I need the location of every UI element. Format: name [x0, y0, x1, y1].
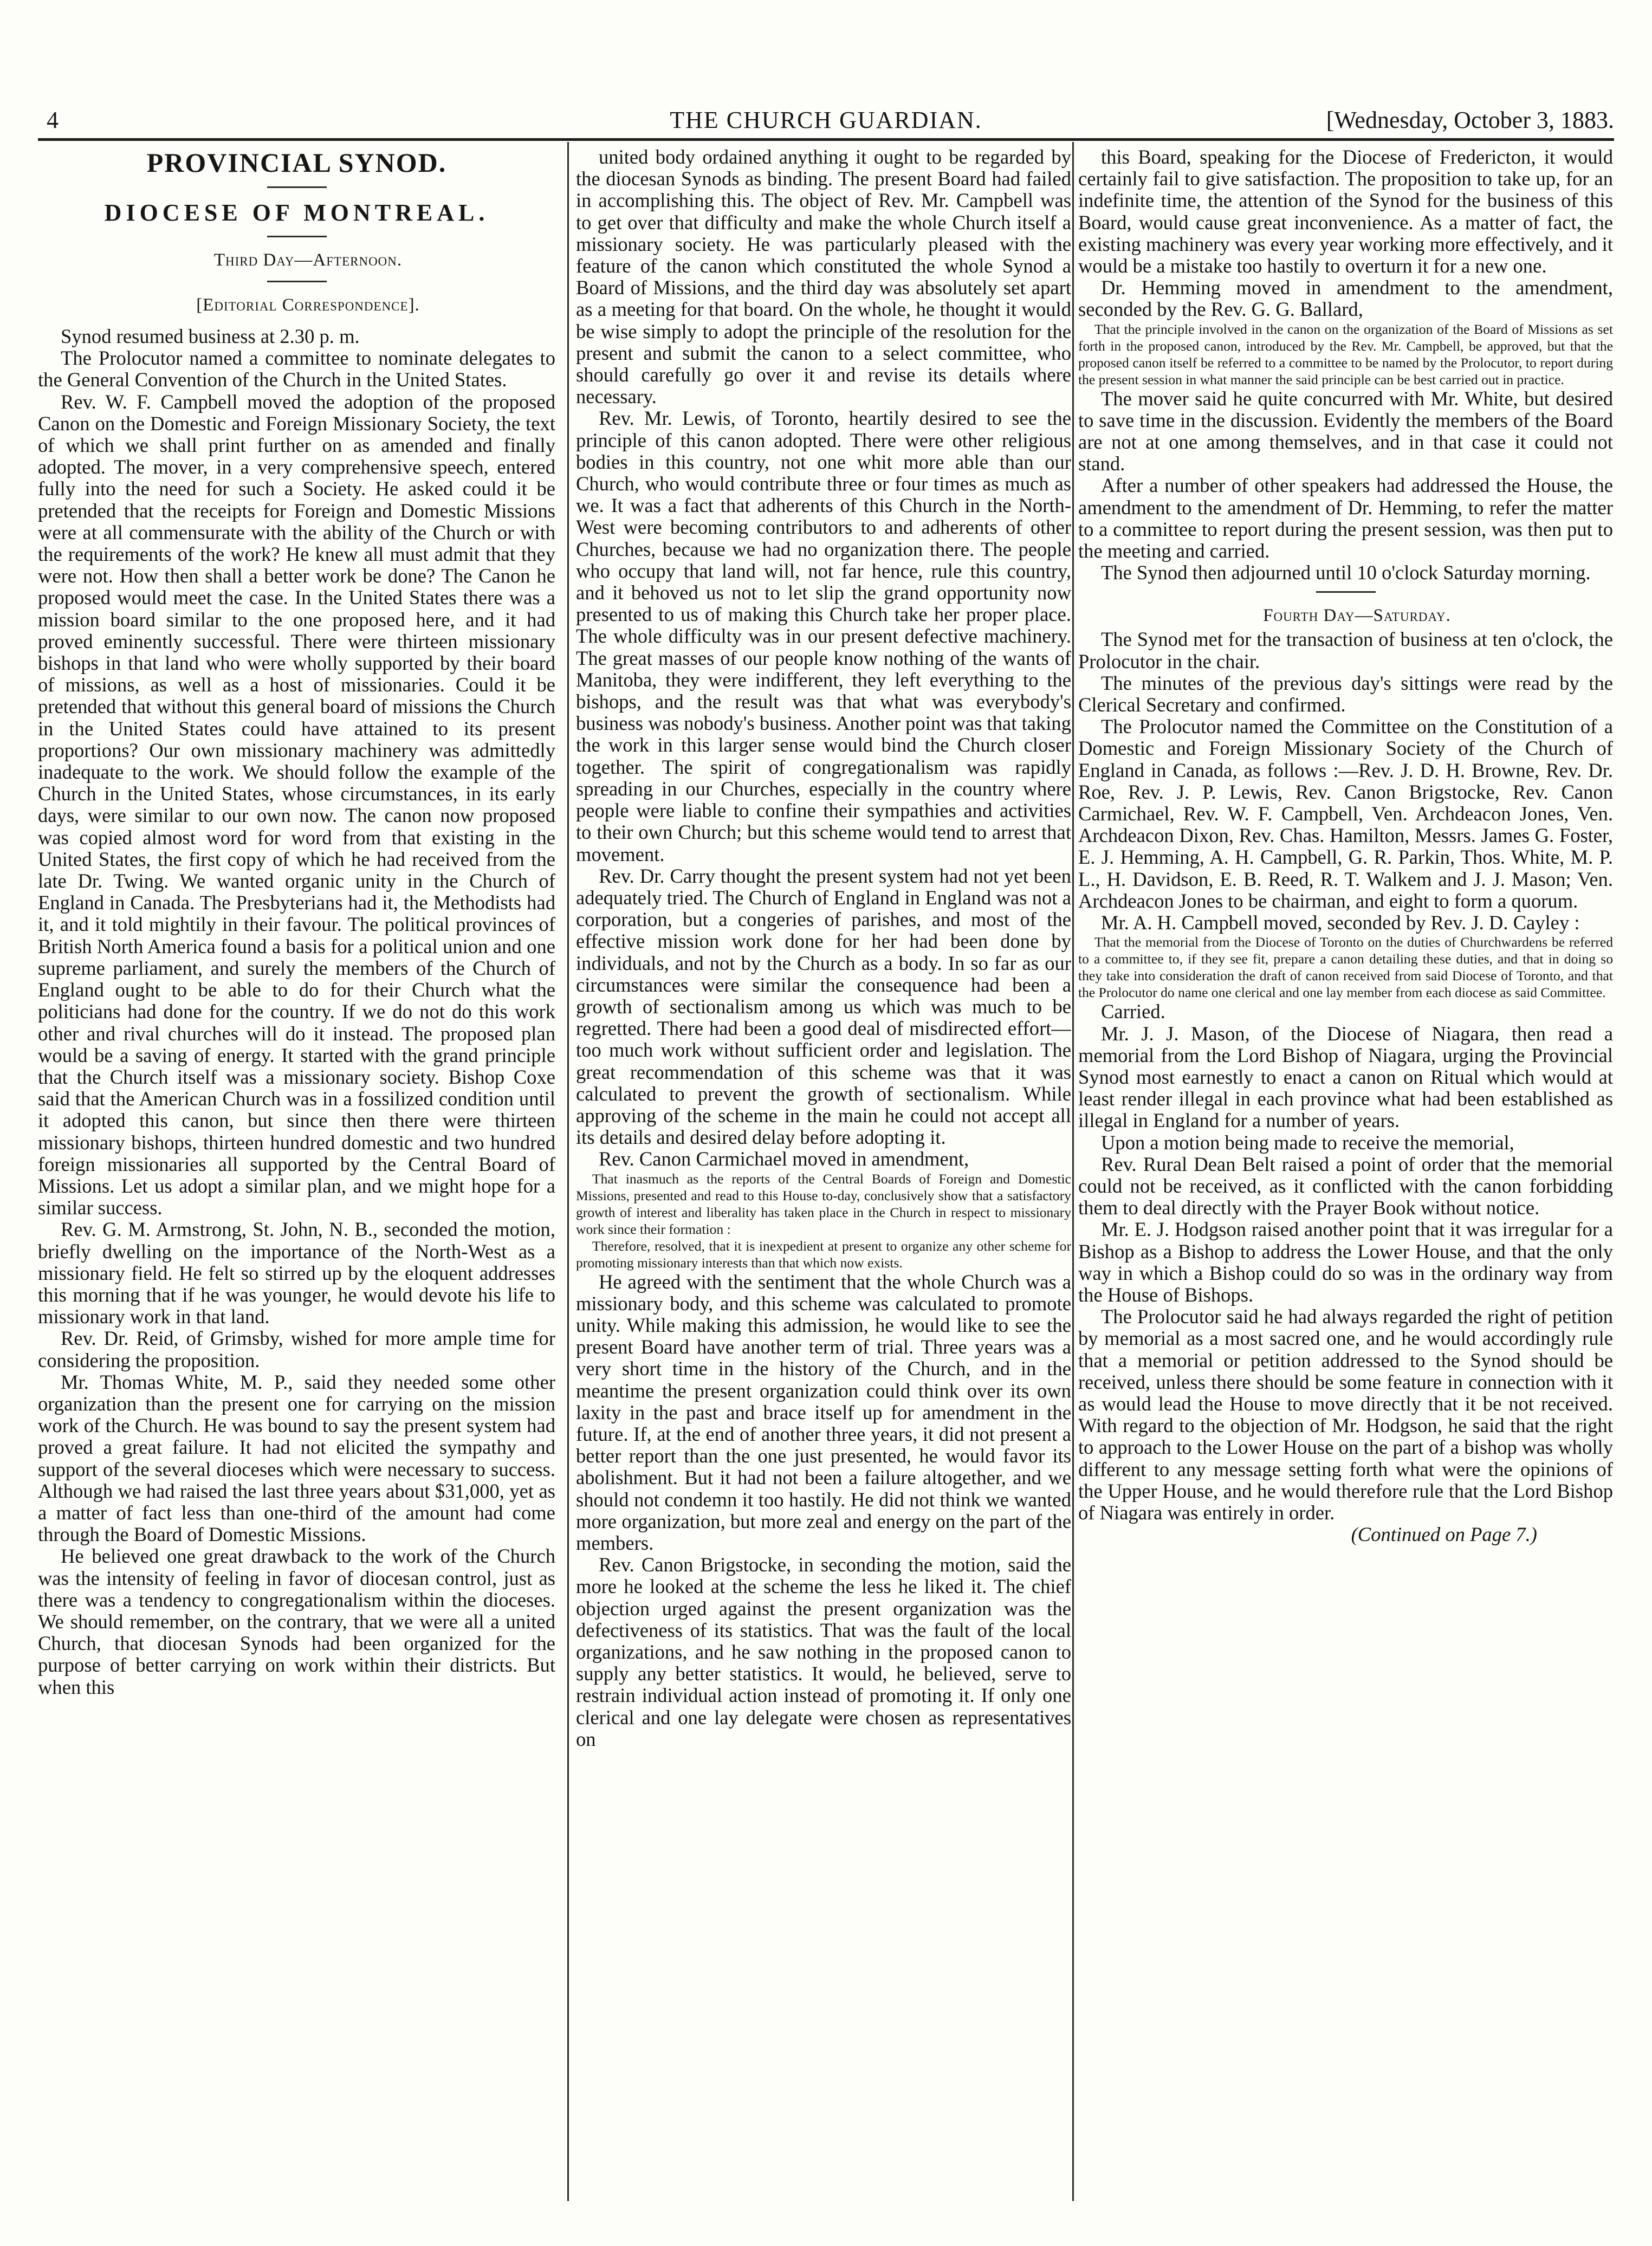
paragraph: He believed one great drawback to the work of the Church was the intensity of feeling in favor of diocesan control, just as there was a tendency to congregationalism within the dioceses. We should remember, on the contrary, that we were all a united Church, that diocesan Synods had been organized for the purpose of better carrying on work within their districts. But when this [38, 1545, 555, 1698]
resolution-text: That the principle involved in the canon on the organization of the Board of Missions as set forth in the proposed canon, introduced by the Rev. Mr. Campbell, be approved, but that the proposed canon itself be referred to a committee to be named by the Prolocutor, to report during the present session in what manner the said principle can be best carried out in practice. [1078, 321, 1613, 387]
paragraph: Rev. Canon Carmichael moved in amendment, [599, 1148, 969, 1170]
paragraph: Mr. A. H. Campbell moved, seconded by Rev. J. D. Cayley : [1101, 911, 1580, 934]
paragraph: After a number of other speakers had addressed the House, the amendment to the amendment of Dr. Hemming, to refer the matter to a committee to report during the present session, was then put to the meeting and carried. [1078, 474, 1613, 562]
article-title: PROVINCIAL SYNOD. [146, 147, 447, 178]
divider [267, 281, 327, 282]
paragraph: Rev. Dr. Reid, of Grimsby, wished for more ample time for considering the proposition. [38, 1327, 555, 1371]
divider [267, 236, 327, 237]
paragraph: The minutes of the previous day's sittings were read by the Clerical Secretary and confirmed. [1078, 671, 1613, 716]
paragraph: Rev. G. M. Armstrong, St. John, N. B., seconded the motion, briefly dwelling on the importance of the North-West as a missionary field. He felt so stirred up by the eloquent addresses this morning that if he was younger, he would devote his life to missionary work in that land. [38, 1218, 555, 1328]
article-subtitle: DIOCESE OF MONTREAL. [104, 199, 489, 226]
resolution-text: That inasmuch as the reports of the Central Boards of Foreign and Domestic Missions, presented and read to this House to-day, conclusively show that a satisfactory growth of interest and liberality has taken place in the Church in respect to missionary work since their formation : [576, 1170, 1071, 1237]
paragraph: Rev. Rural Dean Belt raised a point of order that the memorial could not be received, as it conflicted with the canon forbidding them to deal directly with the Prayer Book without notice. [1078, 1153, 1613, 1219]
paragraph: Rev. Canon Brigstocke, in seconding the motion, said the more he looked at the scheme the less he liked it. The chief objection urged against the present organization was the defectiveness of its statistics. That was the fault of the local organizations, and he saw nothing in the proposed canon to supply any better statistics. It would, he believed, serve to restrain individual action instead of promoting it. If only one clerical and one lay delegate were chosen as representatives on [576, 1554, 1071, 1750]
paragraph: Upon a motion being made to receive the memorial, [1101, 1131, 1514, 1154]
correspondence-line: [Editorial Correspondence]. [196, 295, 420, 315]
paragraph: Carried. [1101, 1000, 1165, 1023]
section-heading: Fourth Day—Saturday. [1263, 606, 1451, 626]
continued-note: (Continued on Page 7.) [1351, 1523, 1537, 1546]
column-2 [576, 146, 1071, 2200]
paragraph: The Synod met for the transaction of business at ten o'clock, the Prolocutor in the chair. [1078, 628, 1613, 672]
divider [267, 186, 327, 188]
resolution-text: Therefore, resolved, that it is inexpedient at present to organize any other scheme for promoting missionary interests than that which now exists. [576, 1238, 1071, 1271]
paragraph: The mover said he quite concurred with Mr. White, but desired to save time in the discussion. Evidently the members of the Board are not at one among themselves, and in that case it could not stand. [1078, 387, 1613, 475]
masthead [38, 95, 1614, 141]
resolution-text: That the memorial from the Diocese of Toronto on the duties of Churchwardens be referred to a committee to, if they see fit, prepare a canon detailing these duties, and that in doing so they take into consideration the draft of canon received from said Diocese of Toronto, and that the Prolocutor do name one clerical and one lay member from each diocese as said Committee. [1078, 934, 1613, 1001]
paragraph: Synod resumed business at 2.30 p. m. [61, 325, 360, 347]
paragraph: The Prolocutor named a committee to nominate delegates to the General Convention of the Church in the United States. [38, 347, 555, 391]
paragraph: He agreed with the sentiment that the whole Church was a missionary body, and this scheme was calculated to promote unity. While making this admission, he would like to see the present Board have another term of trial. Three years was a very short time in the history of the Church, and in the meantime the present organization could think over its own laxity in the past and brace itself up for amendment in the future. If, at the end of another three years, it did not present a better report than the one just presented, he would favor its abolishment. But it had not been a failure altogether, and we should not condemn it too hastily. He did not think we wanted more organization, but more zeal and energy on the part of the members. [576, 1270, 1071, 1554]
paragraph: Mr. Thomas White, M. P., said they needed some other organization than the present one for carrying on the mission work of the Church. He was bound to say the present system had proved a great failure. It had not elicited the sympathy and support of the several dioceses which were necessary to success. Although we had raised the last three years about $31,000, yet as a matter of fact less than one-third of the amount had come through the Board of Domestic Missions. [38, 1370, 555, 1546]
paragraph: Mr. J. J. Mason, of the Diocese of Niagara, then read a memorial from the Lord Bishop of Niagara, urging the Provincial Synod most earnestly to enact a canon on Ritual which would at least render illegal in each province what had been established as illegal in England for a number of years. [1078, 1022, 1613, 1132]
paragraph: Dr. Hemming moved in amendment to the amendment, seconded by the Rev. G. G. Ballard, [1078, 276, 1613, 321]
paper-title: THE CHURCH GUARDIAN. [670, 107, 982, 133]
divider [1316, 591, 1376, 593]
paragraph: united body ordained anything it ought to be regarded by the diocesan Synods as binding. The present Board had failed in accomplishing this. The object of Rev. Mr. Campbell was to get over that difficulty and make the whole Church itself a missionary society. He was particularly pleased with the feature of the canon which constituted the whole Synod a Board of Missions, and the third day was absolutely set apart as a meeting for that board. On the whole, he thought it would be wise simply to adopt the principle of the resolution for the present and submit the canon to a select committee, who should carefully go over it and revise its details where necessary. [576, 146, 1071, 408]
section-heading: Third Day—Afternoon. [213, 250, 403, 270]
paragraph: Rev. Mr. Lewis, of Toronto, heartily desired to see the principle of this canon adopted. There were other religious bodies in this country, not one whit more able than our Church, who would contribute three or four times as much as we. It was a fact that adherents of this Church in the North-West were becoming contributors to and adherents of other Churches, because we had no organization there. The people who occupy that land will, not far hence, rule this country, and it behoved us not to let slip the grand opportunity now presented to us of making this Church take her proper place. The whole difficulty was in our present defective machinery. The great masses of our people know nothing of the wants of Manitoba, they were indifferent, they left everything to the bishops, and the result was that what was everybody's business was nobody's business. Another point was that taking the work in this larger sense would bind the Church closer together. The spirit of congregationalism was rapidly spreading in our Churches, especially in the country where people were liable to confine their sympathies and activities to their own Church; but this scheme would tend to arrest that movement. [576, 407, 1071, 865]
column-1 [38, 146, 555, 2200]
column-3 [1078, 146, 1613, 2200]
paragraph: The Prolocutor said he had always regarded the right of petition by memorial as a most sacred one, and he would accordingly rule that a memorial or petition addressed to the Synod should be received, unless there should be some feature in connection with it as would lead the House to move directly that it be not received. With regard to the objection of Mr. Hodgson, he said that the right to approach to the Lower House on the part of a bishop was wholly different to any message setting forth what were the opinions of the Upper House, and he would therefore rule that the Lord Bishop of Niagara was entirely in order. [1078, 1305, 1613, 1524]
dateline: [Wednesday, October 3, 1883. [1326, 107, 1614, 133]
paragraph: The Synod then adjourned until 10 o'clock Saturday morning. [1101, 561, 1591, 584]
paragraph: Rev. Dr. Carry thought the present system had not yet been adequately tried. The Church of England in England was not a corporation, but a congeries of parishes, and most of the effective mission work done for her had been done by individuals, and not by the Church as a body. In so far as our circumstances were similar the consequence had been a growth of sectionalism among us which was much to be regretted. There had been a good deal of misdirected effort—too much work without sufficient order and legislation. The great recommendation of this scheme was that it was calculated to prevent the growth of sectionalism. While approving of the scheme in the main he could not accept all its details and desired delay before adopting it. [576, 864, 1071, 1149]
paragraph: this Board, speaking for the Diocese of Fredericton, it would certainly fail to give satisfaction. The proposition to take up, for an indefinite time, the attention of the Synod for the business of this Board, would cause great inconvenience. As a matter of fact, the existing machinery was every year working more effectively, and it would be a mistake too hastily to overturn it for a new one. [1078, 146, 1613, 277]
paragraph: Mr. E. J. Hodgson raised another point that it was irregular for a Bishop as a Bishop to address the Lower House, and that the only way in which a Bishop could do so was in the ordinary way from the House of Bishops. [1078, 1218, 1613, 1306]
paragraph: Rev. W. F. Campbell moved the adoption of the proposed Canon on the Domestic and Foreign Missionary Society, the text of which we shall print further on as amended and finally adopted. The mover, in a very comprehensive speech, entered fully into the need for such a Society. He asked could it be pretended that the receipts for Foreign and Domestic Missions were at all commensurate with the ability of the Church or with the requirements of the work? He knew all must admit that they were not. How then shall a better work be done? The Canon he proposed would meet the case. In the United States there was a mission board similar to the one proposed here, and it had proved eminently successful. There were thirteen missionary bishops in that land who were wholly supported by their board of missions, as well as a host of missionaries. Could it be pretended that without this general board of missions the Church in the United States could have attained to its present proportions? Our own missionary machinery was admittedly inadequate to the work. We should follow the example of the Church in the United States, whose circumstances, in its early days, were similar to our own now. The canon now proposed was copied almost word for word from that existing in the United States, the first copy of which he had received from the late Dr. Twing. We wanted organic unity in the Church of England in Canada. The Presbyterians had it, the Methodists had it, and it told mightily in their favour. The political provinces of British North America found a basis for a political union and one supreme parliament, and surely the members of the Church of England ought to be able to do for their Church what the politicians had done for the country. If we do not do this work other and rival churches will do it instead. The proposed plan would be a saving of energy. It started with the grand principle that the Church itself was a missionary society. Bishop Coxe said that the American Church was in a fossilized condition until it adopted this canon, but since then there were thirteen missionary bishops, thirteen hundred domestic and two hundred foreign missionaries all supported by the Central Board of Missions. Let us adopt a similar plan, and we might hope for a similar success. [38, 390, 555, 1219]
column-rule [567, 142, 569, 2201]
paragraph: The Prolocutor named the Committee on the Constitution of a Domestic and Foreign Missionary Society of the Church of England in Canada, as follows :—Rev. J. D. H. Browne, Rev. Dr. Roe, Rev. J. P. Lewis, Rev. Canon Brigstocke, Rev. Canon Carmichael, Rev. W. F. Campbell, Ven. Archdeacon Jones, Ven. Archdeacon Dixon, Rev. Chas. Hamilton, Messrs. James G. Foster, E. J. Hemming, A. H. Campbell, G. R. Parkin, Thos. White, M. P. L., H. Davidson, E. B. Reed, R. T. Walkem and J. J. Mason; Ven. Archdeacon Jones to be chairman, and eight to form a quorum. [1078, 715, 1613, 912]
column-rule [1072, 142, 1074, 2201]
page-number: 4 [47, 107, 59, 133]
